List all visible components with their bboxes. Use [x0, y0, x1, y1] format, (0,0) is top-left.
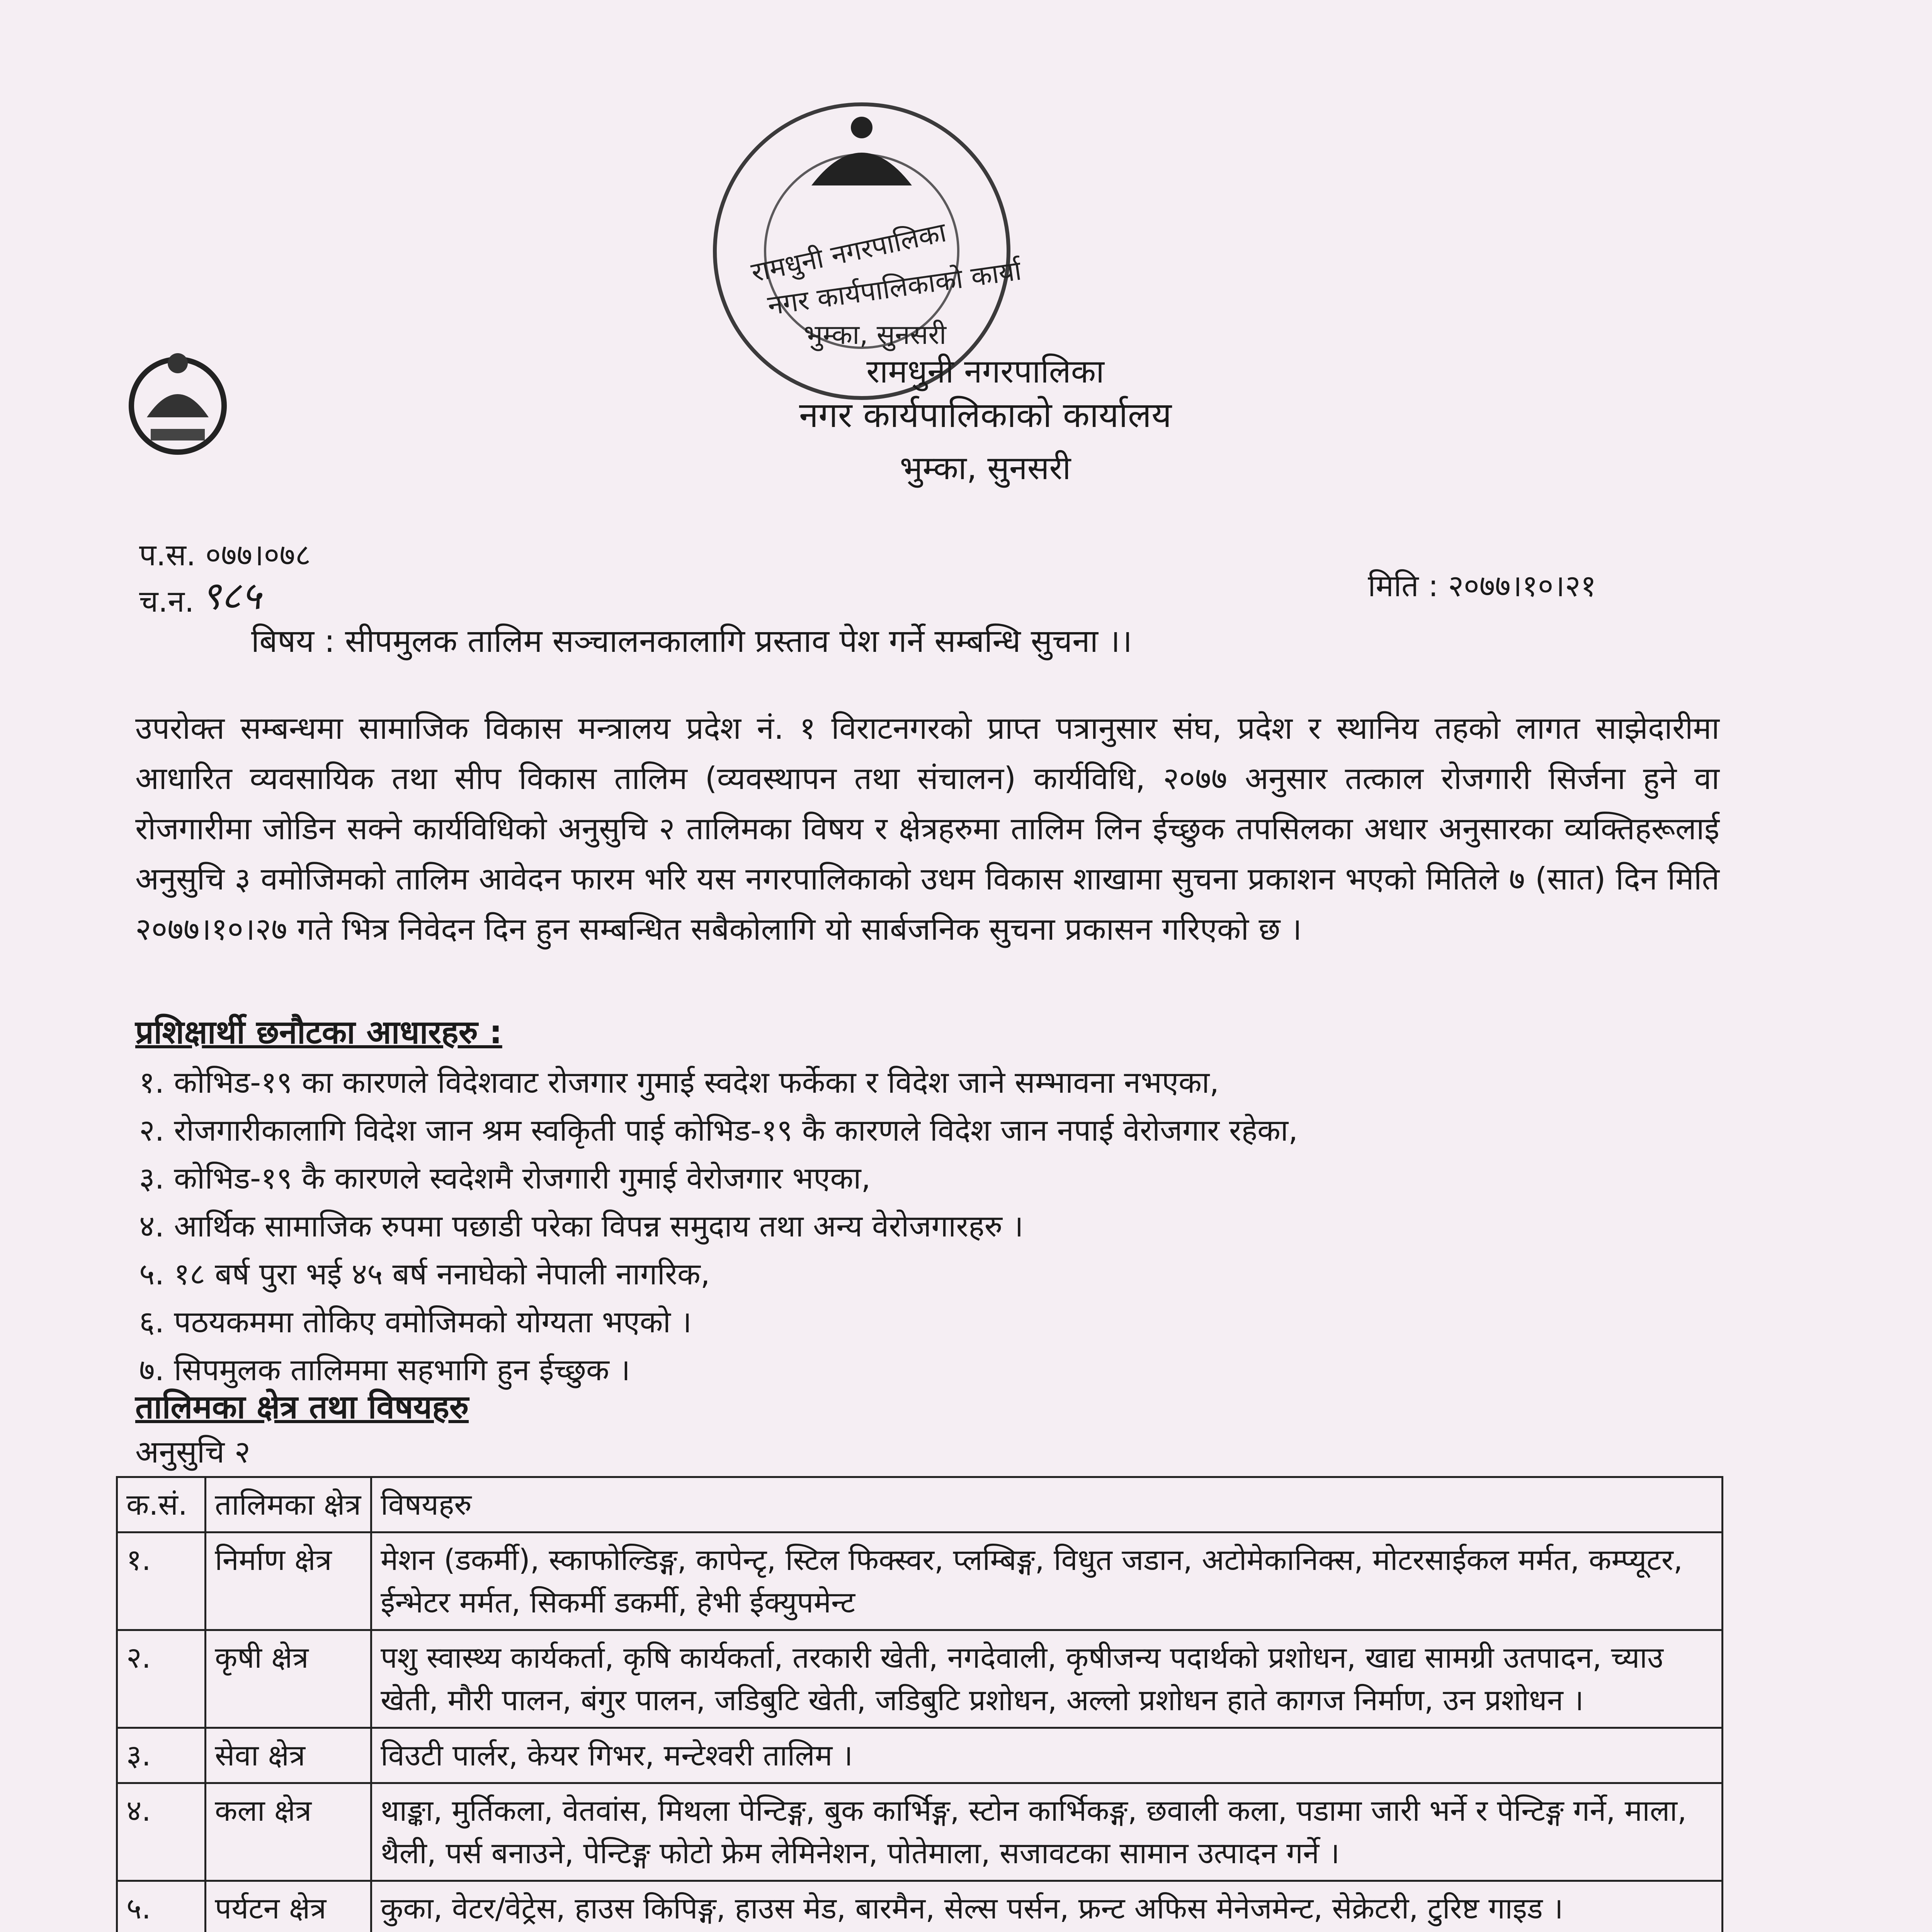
- table-row: [117, 1783, 1723, 1881]
- criteria-item: ७. सिपमुलक तालिममा सहभागि हुन ईच्छुक ।: [139, 1353, 631, 1388]
- body-paragraph: उपरोक्त सम्बन्धमा सामाजिक विकास मन्त्रालय प्रदेश नं. १ विराटनगरको प्राप्त पत्रानुसार संघ, प्रदेश र स्थानिय तहको लागत साझेदारीमा आधारित व्यवसायिक तथा सीप विकास तालिम (व्यवस्थापन तथा संचालन) कार्यविधि, २०७७ अनुसार तत्काल रोजगारी सिर्जना हुने वा रोजगारीमा जोडिन सक्ने कार्यविधिको अनुसुचि २ तालिमका विषय र क्षेत्रहरुमा तालिम लिन ईच्छुक तपसिलका अधार अनुसारका व्यक्तिहरूलाई अनुसुचि ३ वमोजिमको तालिम आवेदन फारम भरि यस नगरपालिकाको उधम विकास शाखामा सुचना प्रकाशन भएको मितिले ७ (सात) दिन मिति २०७७।१०।२७ गते भित्र निवेदन दिन हुन सम्बन्धित सबैकोलागि यो सार्बजनिक सुचना प्रकासन गरिएको छ ।: [135, 710, 1719, 947]
- sectors-heading: तालिमका क्षेत्र तथा विषयहरु: [135, 1388, 469, 1426]
- table-row: [117, 1881, 1723, 1932]
- cell-sector: कला क्षेत्र: [206, 1783, 371, 1881]
- col-sn-header: क.सं.: [117, 1477, 206, 1532]
- cell-topics: पशु स्वास्थ्य कार्यकर्ता, कृषि कार्यकर्ता, तरकारी खेती, नगदेवाली, कृषीजन्य पदार्थको प्रशोधन, खाद्य सामग्री उतपादन, च्याउ खेती, मौरी पालन, बंगुर पालन, जडिबुटि खेती, जडिबुटि प्रशोधन, अल्लो प्रशोधन हाते कागज निर्माण, उन प्रशोधन ।: [371, 1630, 1723, 1728]
- office-location: भुम्का, सुनसरी: [900, 449, 1071, 487]
- col-sector-header: तालिमका क्षेत्र: [206, 1477, 371, 1532]
- cell-topics: थाङ्का, मुर्तिकला, वेतवांस, मिथला पेन्टिङ्ग, बुक कार्भिङ्ग, स्टोन कार्भिकङ्ग, छवाली कला, पडामा जारी भर्ने र पेन्टिङ्ग गर्ने, माला, थैली, पर्स बनाउने, पेन्टिङ्ग फोटो फ्रेम लेमिनेशन, पोतेमाला, सजावटका सामान उत्पादन गर्ने ।: [371, 1783, 1723, 1881]
- criteria-item: ५. १८ बर्ष पुरा भई ४५ बर्ष ननाघेको नेपाली नागरिक,: [139, 1257, 710, 1292]
- stamp-text-3: भुम्का, सुनसरी: [804, 319, 946, 350]
- cell-sn: ३.: [117, 1728, 206, 1783]
- office-sub: नगर कार्यपालिकाको कार्यालय: [799, 395, 1172, 435]
- cell-sector: पर्यटन क्षेत्र: [206, 1881, 371, 1932]
- cell-topics: कुका, वेटर/वेट्रेस, हाउस किपिङ्ग, हाउस मेड, बारमैन, सेल्स पर्सन, फ्रन्ट अफिस मेनेजमेन्ट, सेक्रेटरी, टुरिष्ट गाइड ।: [371, 1881, 1723, 1932]
- cell-sn: ५.: [117, 1881, 206, 1932]
- letter-date: मिति : २०७७।१०।२१: [1368, 569, 1596, 604]
- patra-sankhya: प.स. ०७७।०७८: [139, 538, 311, 573]
- table-row: [117, 1532, 1723, 1630]
- criteria-item: ६. पठयकममा तोकिए वमोजिमको योग्यता भएको ।: [139, 1305, 692, 1340]
- criteria-item: १. कोभिड-१९ का कारणले विदेशवाट रोजगार गुमाई स्वदेश फर्केका र विदेश जाने सम्भावना नभएका,: [139, 1065, 1219, 1100]
- criteria-item: २. रोजगारीकालागि विदेश जान श्रम स्वकिृती पाई कोभिड-१९ कै कारणले विदेश जान नपाई वेरोजगार रहेका,: [139, 1113, 1298, 1148]
- stamp-text-2: नगर कार्यपालिकाको कार्यालय: [765, 250, 1020, 321]
- criteria-heading: प्रशिक्षार्थी छनौटका आधारहरु :: [135, 1013, 502, 1051]
- cell-sn: १.: [117, 1532, 206, 1630]
- chalani-label: च.न.: [139, 584, 194, 619]
- subject-line: बिषय : सीपमुलक तालिम सञ्चालनकालागि प्रस्ताव पेश गर्ने सम्बन्धि सुचना ।।: [251, 623, 1133, 660]
- criteria-item: ४. आर्थिक सामाजिक रुपमा पछाडी परेका विपन्न समुदाय तथा अन्य वेरोजगारहरु ।: [139, 1209, 1024, 1244]
- annex-label: अनुसुचि २: [135, 1434, 251, 1470]
- cell-sn: ४.: [117, 1783, 206, 1881]
- cell-sector: निर्माण क्षेत्र: [206, 1532, 371, 1630]
- office-name: रामधुनी नगरपालिका: [866, 352, 1104, 390]
- cell-sn: २.: [117, 1630, 206, 1728]
- table-header-row: [117, 1477, 1723, 1532]
- chalani-number: ९८५: [201, 573, 261, 618]
- criteria-item: ३. कोभिड-१९ कै कारणले स्वदेशमै रोजगारी गुमाई वेरोजगार भएका,: [139, 1161, 871, 1196]
- cell-topics: विउटी पार्लर, केयर गिभर, मन्टेश्वरी तालिम ।: [371, 1728, 1723, 1783]
- stamp-text-1: रामधुनी नगरपालिका: [748, 216, 949, 289]
- cell-sector: सेवा क्षेत्र: [206, 1728, 371, 1783]
- training-sectors-table: [116, 1476, 1723, 1932]
- table-row: [117, 1630, 1723, 1728]
- cell-sector: कृषी क्षेत्र: [206, 1630, 371, 1728]
- criteria-list: [139, 1059, 1298, 1394]
- cell-topics: मेशन (डकर्मी), स्काफोल्डिङ्ग, कापेन्टृ, स्टिल फिक्स्वर, प्लम्बिङ्ग, विधुत जडान, अटोमेकानिक्स, मोटरसाईकल मर्मत, कम्प्यूटर, ईन्भेटर मर्मत, सिकर्मी डकर्मी, हेभी ईक्युपमेन्ट: [371, 1532, 1723, 1630]
- table-row: [117, 1728, 1723, 1783]
- col-topics-header: विषयहरु: [371, 1477, 1723, 1532]
